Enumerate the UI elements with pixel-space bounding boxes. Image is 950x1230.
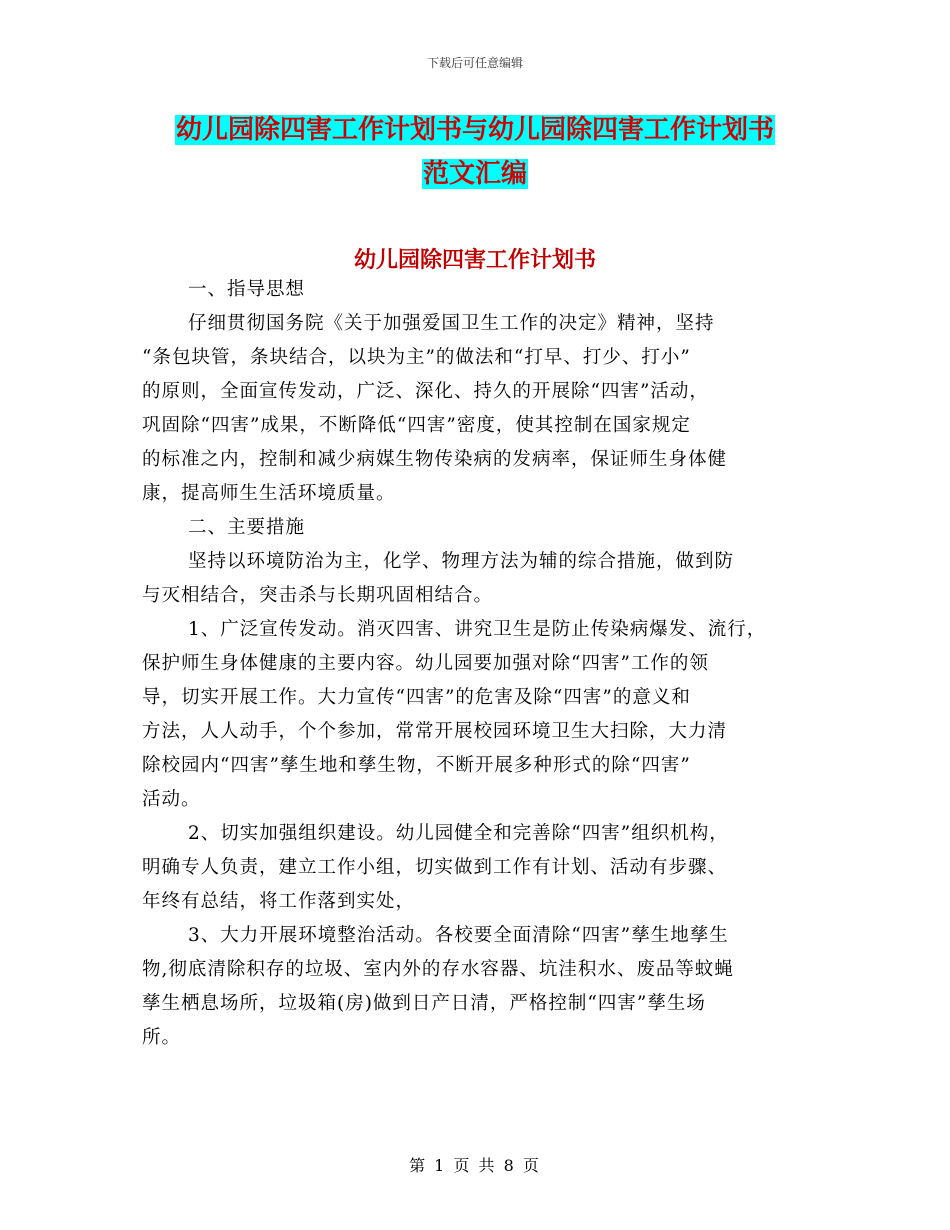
paragraph-line: 保护师生身体健康的主要内容。幼儿园要加强对除“四害”工作的领 bbox=[142, 653, 709, 674]
paragraph-line: 2、切实加强组织建设。幼儿园健全和完善除“四害”组织机构， bbox=[188, 823, 729, 844]
document-title-text-line2: 范文汇编 bbox=[422, 159, 527, 189]
paragraph-line: 康，提高师生生活环境质量。 bbox=[142, 483, 396, 504]
paragraph-line: 仔细贯彻国务院《关于加强爱国卫生工作的决定》精神，坚持 bbox=[188, 313, 715, 334]
paragraph-line: 3、大力开展环境整治活动。各校要全面清除“四害”孳生地孳生 bbox=[188, 925, 729, 946]
paragraph-line: 导，切实开展工作。大力宣传“四害”的危害及除“四害”的意义和 bbox=[142, 687, 691, 708]
paragraph-line: 1、广泛宣传发动。消灭四害、讲究卫生是防止传染病爆发、流行， bbox=[188, 619, 767, 640]
paragraph-line: 巩固除“四害”成果，不断降低“四害”密度，使其控制在国家规定 bbox=[142, 415, 691, 436]
paragraph-line: 的原则，全面宣传发动，广泛、深化、持久的开展除“四害”活动， bbox=[142, 381, 709, 402]
section-title: 幼儿园除四害工作计划书 bbox=[353, 248, 596, 273]
paragraph-line: 所。 bbox=[142, 1027, 182, 1048]
paragraph-line: 物,彻底清除积存的垃圾、室内外的存水容器、坑洼积水、废品等蚊蝇 bbox=[142, 959, 734, 980]
body-text bbox=[142, 273, 812, 1055]
paragraph-line: “条包块管，条块结合，以块为主”的做法和“打早、打少、打小” bbox=[142, 347, 691, 368]
paragraph-line: 孳生栖息场所，垃圾箱(房)做到日产日清，严格控制“四害”孳生场 bbox=[142, 993, 706, 1014]
paragraph-line: 方法，人人动手，个个参加，常常开展校园环境卫生大扫除，大力清 bbox=[142, 721, 728, 742]
page-footer: 第 1 页 共 8 页 bbox=[409, 1156, 541, 1175]
paragraph-line: 明确专人负责，建立工作小组，切实做到工作有计划、活动有步骤、 bbox=[142, 857, 728, 878]
heading-guiding-thought: 一、指导思想 bbox=[188, 279, 306, 300]
heading-main-measures: 二、主要措施 bbox=[188, 517, 306, 538]
paragraph-line: 坚持以环境防治为主，化学、物理方法为辅的综合措施，做到防 bbox=[188, 551, 735, 572]
paragraph-line: 的标准之内，控制和减少病媒生物传染病的发病率，保证师生身体健 bbox=[142, 449, 728, 470]
header-note: 下载后可任意编辑 bbox=[426, 56, 523, 70]
paragraph-line: 除校园内“四害”孳生地和孳生物，不断开展多种形式的除“四害” bbox=[142, 755, 691, 776]
paragraph-line: 与灭相结合，突击杀与长期巩固相结合。 bbox=[142, 585, 494, 606]
paragraph-line: 年终有总结，将工作落到实处， bbox=[142, 891, 416, 912]
document-title-line1 bbox=[0, 112, 950, 148]
document-title-text-line1: 幼儿园除四害工作计划书与幼儿园除四害工作计划书 bbox=[175, 115, 774, 145]
paragraph-line: 活动。 bbox=[142, 789, 201, 810]
document-title-line2 bbox=[0, 156, 950, 192]
